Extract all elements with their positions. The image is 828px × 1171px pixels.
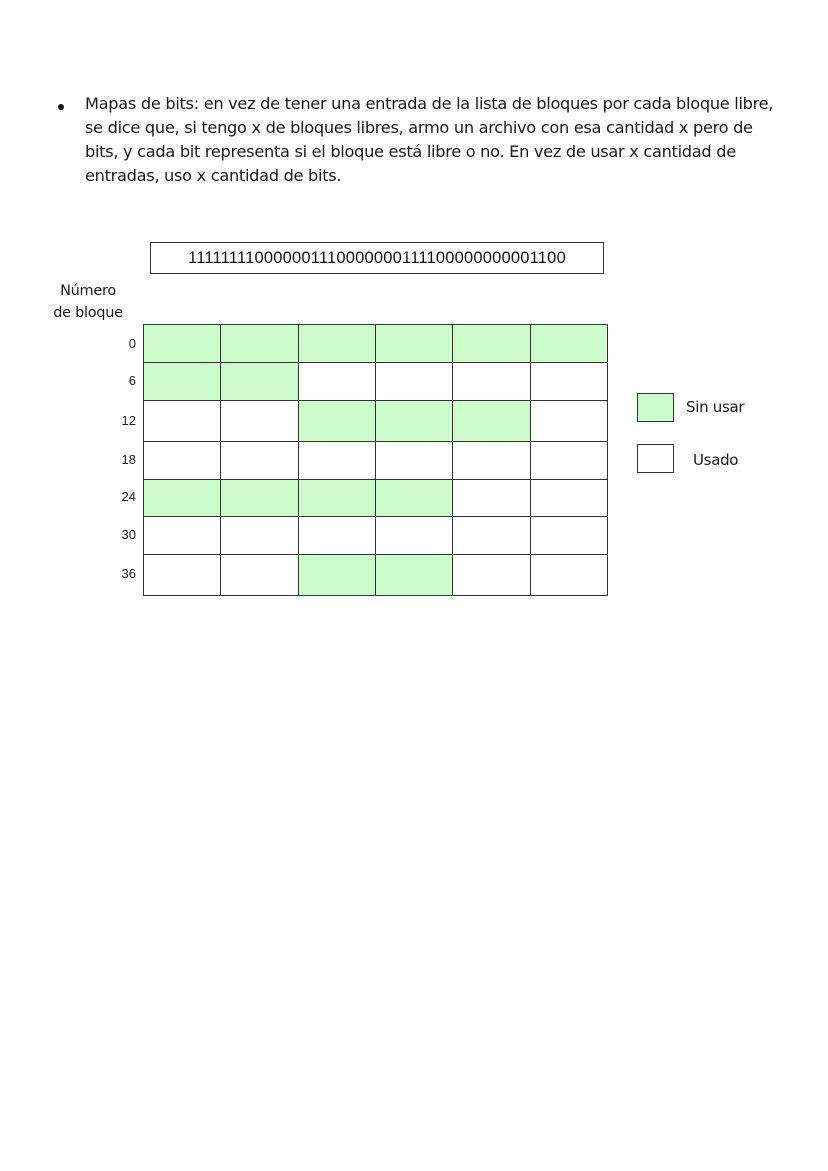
- block-cell-free: [298, 401, 375, 442]
- legend-used-swatch: [637, 444, 674, 473]
- block-bitmap-grid: [143, 324, 608, 596]
- block-cell-free: [144, 325, 221, 363]
- block-cell-used: [453, 517, 530, 555]
- legend-free-swatch: [637, 393, 674, 422]
- legend-free-label: Sin usar: [686, 398, 745, 416]
- axis-label-line2: de bloque: [53, 305, 123, 321]
- block-cell-free: [298, 325, 375, 363]
- grid-row: [144, 517, 608, 555]
- block-cell-free: [221, 363, 298, 401]
- block-cell-free: [375, 555, 452, 596]
- block-cell-free: [144, 363, 221, 401]
- bullet-dot-icon: [58, 104, 64, 110]
- block-cell-used: [144, 555, 221, 596]
- block-cell-free: [144, 480, 221, 517]
- axis-label-line1: Número: [60, 283, 116, 299]
- block-cell-used: [298, 517, 375, 555]
- block-cell-free: [221, 480, 298, 517]
- block-cell-used: [375, 363, 452, 401]
- row-label: 0: [128, 336, 136, 351]
- grid-row: [144, 480, 608, 517]
- row-label: 6: [128, 373, 136, 388]
- legend-used-label: Usado: [693, 451, 739, 469]
- block-cell-used: [221, 442, 298, 480]
- block-number-axis-label: [46, 280, 130, 324]
- block-cell-used: [453, 442, 530, 480]
- grid-row: [144, 325, 608, 363]
- block-cell-free: [375, 480, 452, 517]
- block-cell-used: [530, 401, 607, 442]
- row-label: 24: [121, 489, 136, 504]
- block-cell-free: [375, 325, 452, 363]
- row-label: 30: [121, 527, 136, 542]
- block-cell-free: [453, 401, 530, 442]
- row-label: 12: [121, 413, 136, 428]
- bitmap-bitstring: 111111110000001110000000111100000000001100: [150, 242, 604, 274]
- block-cell-used: [453, 480, 530, 517]
- row-label: 36: [121, 566, 136, 581]
- grid-row: [144, 363, 608, 401]
- block-cell-used: [221, 555, 298, 596]
- block-cell-used: [144, 401, 221, 442]
- block-cell-free: [375, 401, 452, 442]
- block-cell-free: [298, 555, 375, 596]
- block-cell-used: [530, 517, 607, 555]
- block-cell-used: [298, 442, 375, 480]
- block-cell-used: [530, 480, 607, 517]
- block-cell-used: [221, 517, 298, 555]
- block-cell-used: [453, 363, 530, 401]
- block-cell-used: [375, 442, 452, 480]
- grid-row: [144, 401, 608, 442]
- row-label: 18: [121, 452, 136, 467]
- block-cell-free: [530, 325, 607, 363]
- block-cell-used: [375, 517, 452, 555]
- block-cell-used: [530, 363, 607, 401]
- block-cell-used: [530, 442, 607, 480]
- block-cell-used: [144, 517, 221, 555]
- grid-row: [144, 555, 608, 596]
- block-cell-free: [453, 325, 530, 363]
- block-cell-used: [298, 363, 375, 401]
- block-cell-used: [221, 401, 298, 442]
- block-cell-free: [298, 480, 375, 517]
- block-cell-free: [221, 325, 298, 363]
- block-cell-used: [453, 555, 530, 596]
- block-cell-used: [144, 442, 221, 480]
- bullet-text: Mapas de bits: en vez de tener una entrada de la lista de bloques por cada bloque libre, se dice que, si tengo x de bloques libres, armo un archivo con esa cantidad x pero de bits, y cada bit representa si el bloque está libre o no. En vez de usar x cantidad de entradas, uso x cantidad de bits.: [85, 94, 774, 185]
- grid-row: [144, 442, 608, 480]
- block-cell-used: [530, 555, 607, 596]
